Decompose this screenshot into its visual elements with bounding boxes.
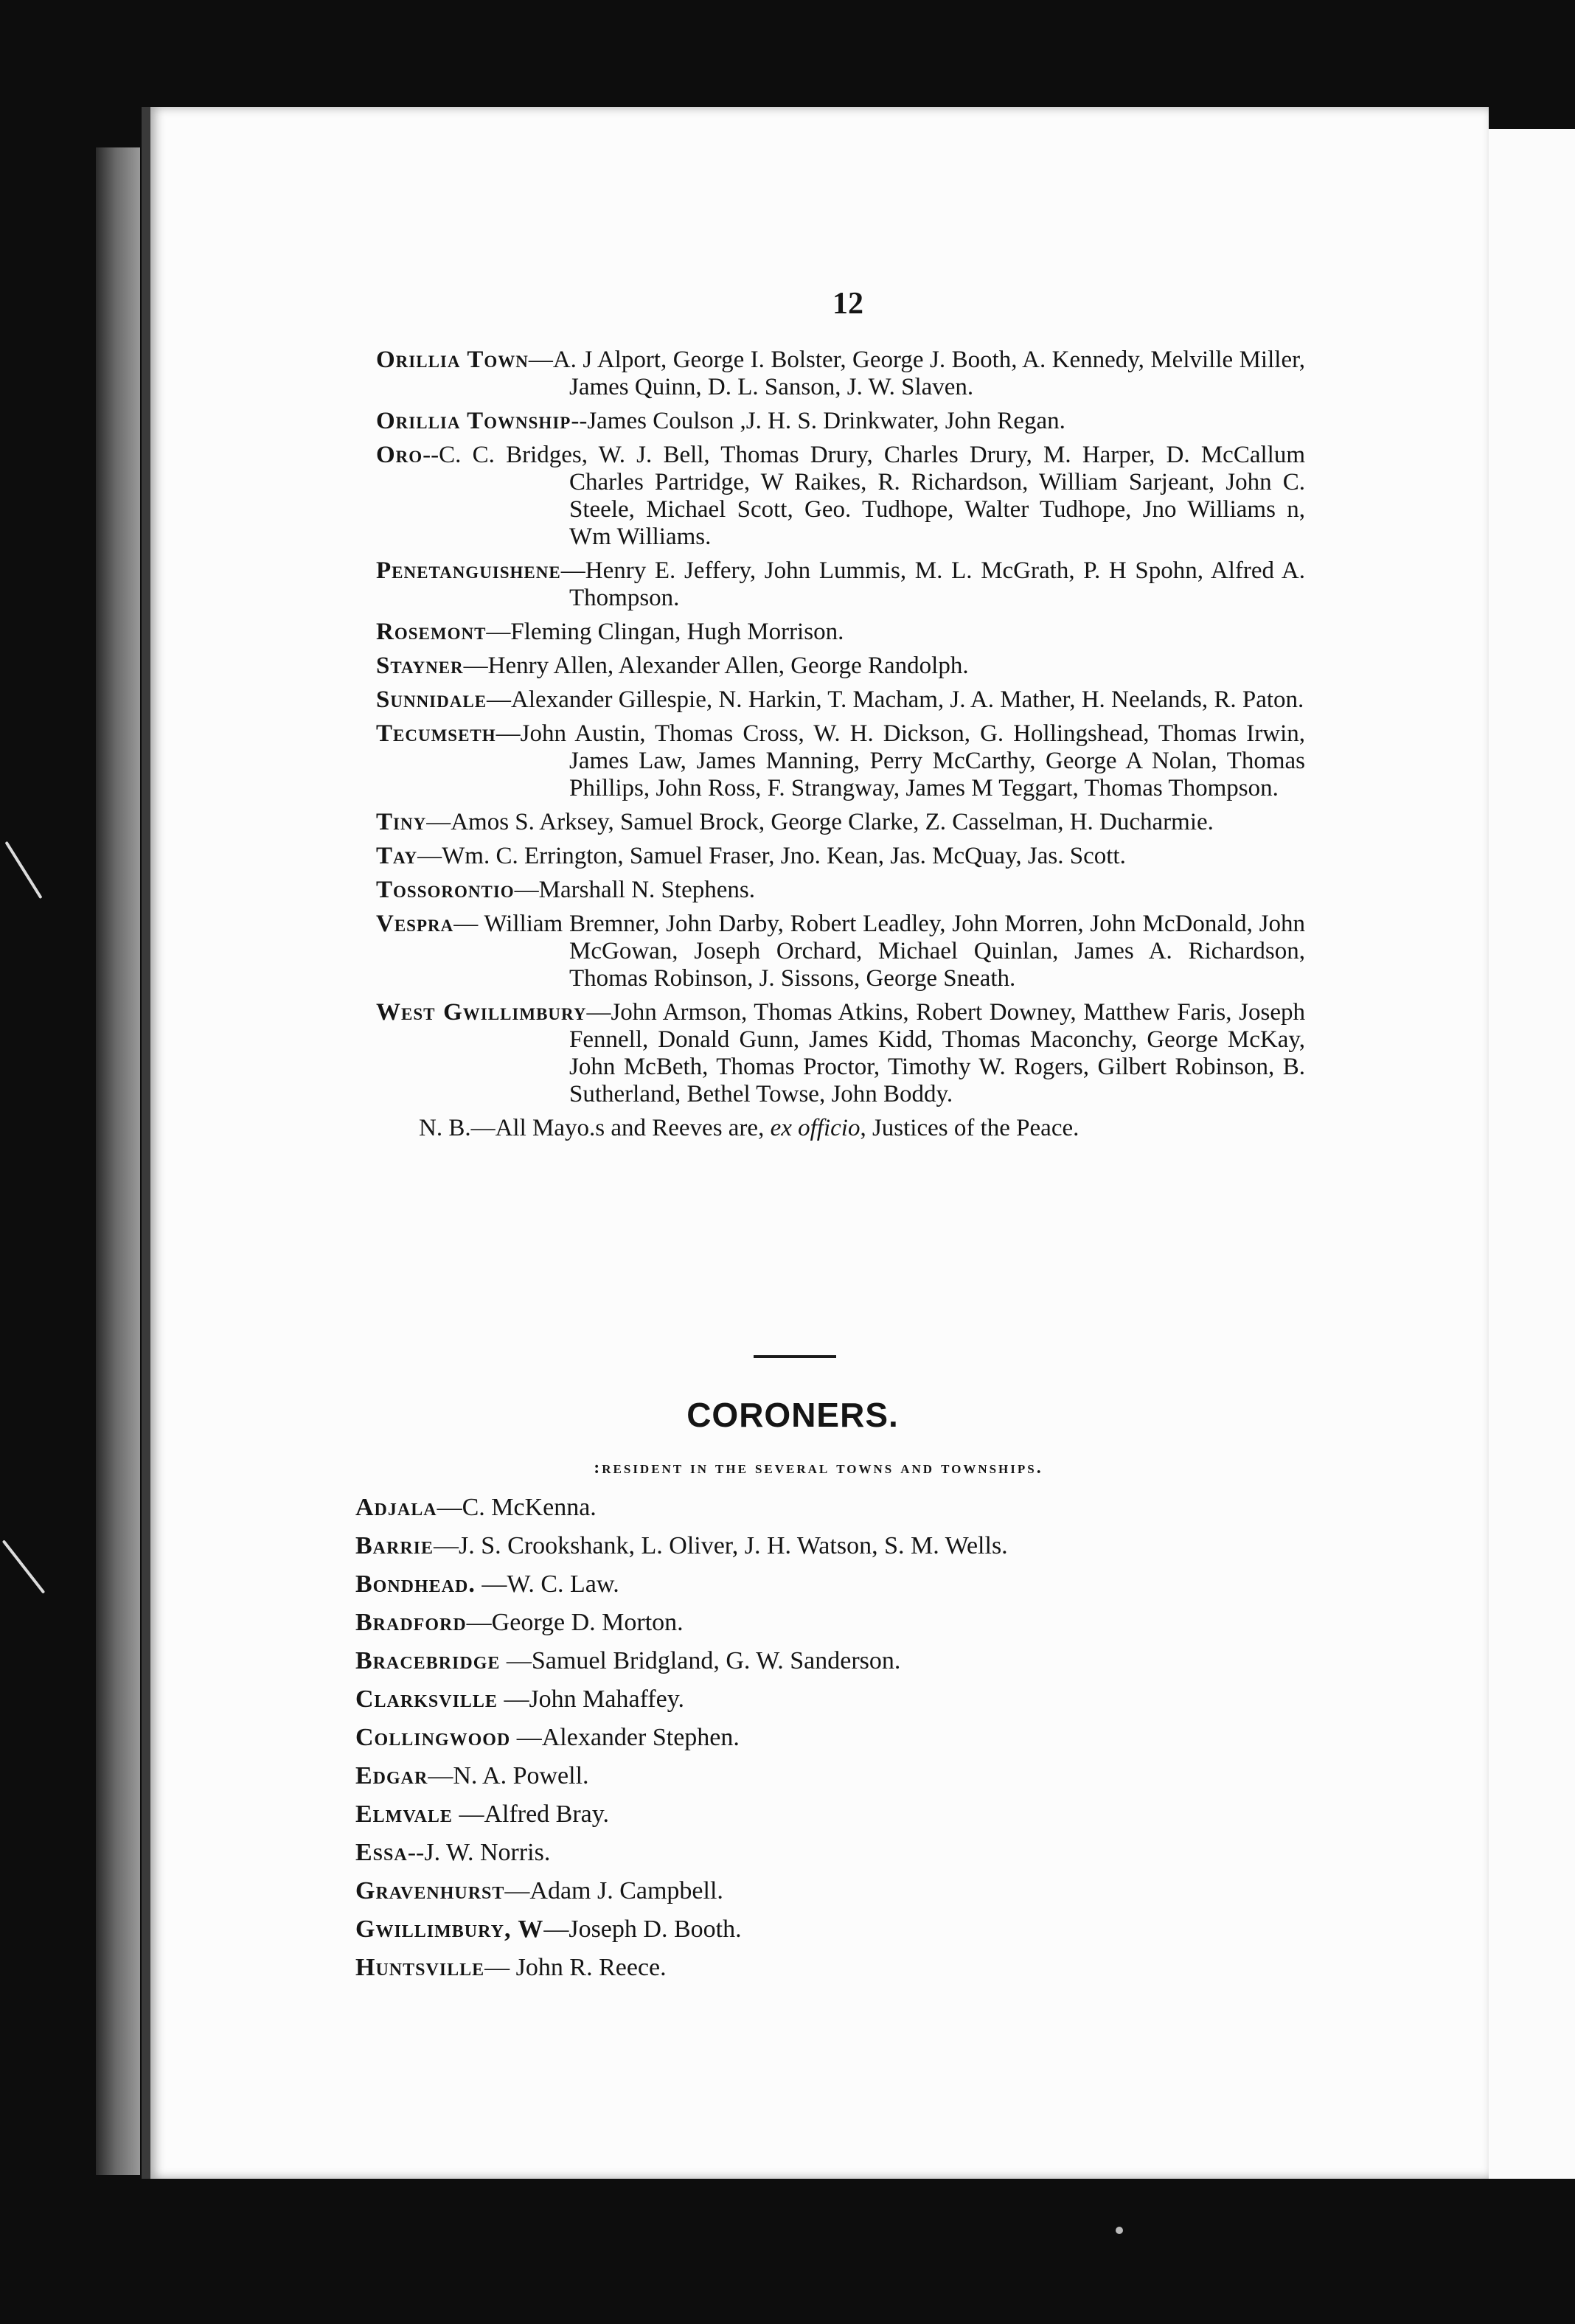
coroners-list <box>355 1493 1314 1991</box>
person-names: Samuel Bridgland, G. W. Sanderson. <box>531 1647 901 1674</box>
coroner-entry <box>355 1570 1314 1599</box>
coroner-entry <box>355 1953 1314 1983</box>
justices-entry <box>376 843 1305 870</box>
person-names: Wm. C. Errington, Samuel Fraser, Jno. Kean, Jas. McQuay, Jas. Scott. <box>442 843 1126 869</box>
coroners-subheading: :resident in the several towns and townships. <box>594 1458 1043 1478</box>
place-name: Elmvale <box>355 1801 453 1828</box>
place-name: Oro <box>376 442 423 468</box>
separator-dash: — <box>528 347 553 373</box>
separator-dash: — <box>487 686 512 713</box>
person-names: Alfred Bray. <box>484 1801 610 1828</box>
coroner-entry <box>355 1531 1314 1561</box>
separator-dash: — <box>417 843 442 869</box>
justices-entry <box>376 720 1305 802</box>
separator-dash: — <box>496 720 521 747</box>
justices-entry <box>376 686 1305 714</box>
person-names: Alexander Stephen. <box>541 1724 740 1751</box>
person-names: Alexander Gillespie, N. Harkin, T. Macham, J. A. Mather, H. Neelands, R. Paton. <box>511 686 1304 713</box>
separator-dash: — <box>500 1647 532 1674</box>
person-names: C. McKenna. <box>462 1494 597 1521</box>
coroner-entry <box>355 1761 1314 1791</box>
coroner-entry <box>355 1723 1314 1753</box>
justices-entry <box>376 653 1305 680</box>
coroner-entry <box>355 1838 1314 1868</box>
person-names: J. W. Norris. <box>424 1839 551 1866</box>
justices-entry <box>376 619 1305 646</box>
person-names: A. J Alport, George I. Bolster, George J. Booth, A. Kennedy, Melville Miller, James Quinn, D. L. Sanson, J. W. Slaven. <box>552 347 1306 400</box>
coroner-entry <box>355 1646 1314 1676</box>
page-number: 12 <box>832 287 863 321</box>
note-italic: ex officio <box>770 1115 860 1141</box>
separator-dash: — <box>543 1916 569 1943</box>
place-name: Essa <box>355 1839 408 1866</box>
film-scratch <box>2 1540 46 1593</box>
person-names: Joseph D. Booth. <box>569 1916 742 1943</box>
justices-entry <box>376 557 1305 612</box>
justices-entry <box>376 408 1305 435</box>
place-name: Collingwood <box>355 1724 511 1751</box>
separator-dash: — <box>504 1877 530 1904</box>
separator-dash: — <box>452 1801 484 1828</box>
justices-entry <box>376 347 1305 401</box>
place-name: Gwillimbury, W <box>355 1916 544 1943</box>
person-names: C. C. Bridges, W. J. Bell, Thomas Drury, Charles Drury, M. Harper, D. McCallum Charles Partridge, W Raikes, R. Richardson, William Sarjeant, John C. Steele, Michael Scott, Geo. Tudhope, Walter Tudhope, Jno Williams n, Wm Williams. <box>439 442 1305 550</box>
place-name: Adjala <box>355 1494 437 1521</box>
person-names: Amos S. Arksey, Samuel Brock, George Clarke, Z. Casselman, H. Ducharmie. <box>451 809 1214 835</box>
separator-dash: -- <box>423 442 439 468</box>
person-names: Henry Allen, Alexander Allen, George Randolph. <box>487 653 969 679</box>
place-name: Clarksville <box>355 1685 498 1713</box>
place-name: Bradford <box>355 1609 467 1636</box>
person-names: Marshall N. Stephens. <box>538 877 755 903</box>
justices-note <box>376 1115 1305 1142</box>
place-name: Tiny <box>376 809 427 835</box>
person-names: John Mahaffey. <box>529 1685 684 1713</box>
coroner-entry <box>355 1608 1314 1638</box>
place-name: Tossorontio <box>376 877 515 903</box>
person-names: W. C. Law. <box>507 1570 619 1598</box>
justices-entry <box>376 442 1305 551</box>
coroner-entry <box>355 1876 1314 1906</box>
place-name: Edgar <box>355 1762 428 1789</box>
person-names: Henry E. Jeffery, John Lummis, M. L. McGrath, P. H Spohn, Alfred A. Thompson. <box>569 557 1305 611</box>
coroner-entry <box>355 1493 1314 1523</box>
separator-dash: — <box>514 877 539 903</box>
note-suffix: , Justices of the Peace. <box>860 1115 1079 1141</box>
separator-dash: — <box>466 1609 492 1636</box>
separator-dash: — <box>510 1724 542 1751</box>
justices-entry <box>376 999 1305 1108</box>
separator-dash: — <box>560 557 585 584</box>
place-name: Sunnidale <box>376 686 487 713</box>
place-name: Orillia Town <box>376 347 529 373</box>
section-divider <box>754 1355 836 1358</box>
separator-dash: — <box>434 1532 459 1559</box>
separator-dash: -- <box>407 1839 425 1866</box>
person-names: Adam J. Campbell. <box>529 1877 723 1904</box>
separator-dash: — <box>475 1570 507 1598</box>
place-name: Gravenhurst <box>355 1877 505 1904</box>
separator-dash: — <box>484 1954 516 1981</box>
place-name: Bondhead. <box>355 1570 476 1598</box>
justices-entry <box>376 809 1305 836</box>
separator-dash: — <box>428 1762 453 1789</box>
separator-dash: -- <box>571 408 588 434</box>
person-names: John Austin, Thomas Cross, W. H. Dickson, G. Hollingshead, Thomas Irwin, James Law, James Manning, Perry McCarthy, George A Nolan, Thomas Phillips, John Ross, F. Strangway, James M Teggart, Thomas Thompson. <box>520 720 1305 801</box>
separator-dash: — <box>426 809 451 835</box>
place-name: Bracebridge <box>355 1647 501 1674</box>
place-name: Penetanguishene <box>376 557 561 584</box>
justices-list <box>376 347 1305 1142</box>
justices-entry <box>376 877 1305 904</box>
person-names: John R. Reece. <box>515 1954 667 1981</box>
separator-dash: — <box>497 1685 529 1713</box>
separator-dash: — <box>437 1494 462 1521</box>
coroner-entry <box>355 1800 1314 1829</box>
place-name: Tecumseth <box>376 720 496 747</box>
coroner-entry <box>355 1685 1314 1714</box>
coroners-heading: CORONERS. <box>686 1396 899 1434</box>
note-prefix: N. B.—All Mayo.s and Reeves are, <box>419 1115 771 1141</box>
place-name: Tay <box>376 843 418 869</box>
person-names: J. S. Crookshank, L. Oliver, J. H. Watson, S. M. Wells. <box>459 1532 1008 1559</box>
justices-entry <box>376 911 1305 992</box>
film-scratch <box>4 841 42 899</box>
place-name: Barrie <box>355 1532 434 1559</box>
place-name: Rosemont <box>376 619 487 645</box>
coroner-entry <box>355 1915 1314 1944</box>
adjacent-page-edge-left <box>96 147 140 2175</box>
person-names: John Armson, Thomas Atkins, Robert Downey, Matthew Faris, Joseph Fennell, Donald Gunn, James Kidd, Thomas Maconchy, George McKay, John McBeth, Thomas Proctor, Timothy W. Rogers, Gilbert Robinson, B. Sutherland, Bethel Towse, John Boddy. <box>569 999 1306 1107</box>
separator-dash: — <box>453 911 484 937</box>
place-name: Orillia Township <box>376 408 571 434</box>
person-names: N. A. Powell. <box>453 1762 589 1789</box>
person-names: William Bremner, John Darby, Robert Leadley, John Morren, John McDonald, John McGowan, Joseph Orchard, Michael Quinlan, James A. Richardson, Thomas Robinson, J. Sissons, George Sneath. <box>484 911 1305 992</box>
place-name: Vespra <box>376 911 454 937</box>
person-names: James Coulson ,J. H. S. Drinkwater, John Regan. <box>587 408 1065 434</box>
place-name: Huntsville <box>355 1954 485 1981</box>
separator-dash: — <box>463 653 488 679</box>
separator-dash: — <box>586 999 611 1026</box>
place-name: Stayner <box>376 653 464 679</box>
page-blemish <box>1116 2227 1123 2234</box>
place-name: West Gwillimbury <box>376 999 587 1026</box>
person-names: George D. Morton. <box>491 1609 684 1636</box>
separator-dash: — <box>486 619 511 645</box>
person-names: Fleming Clingan, Hugh Morrison. <box>510 619 844 645</box>
